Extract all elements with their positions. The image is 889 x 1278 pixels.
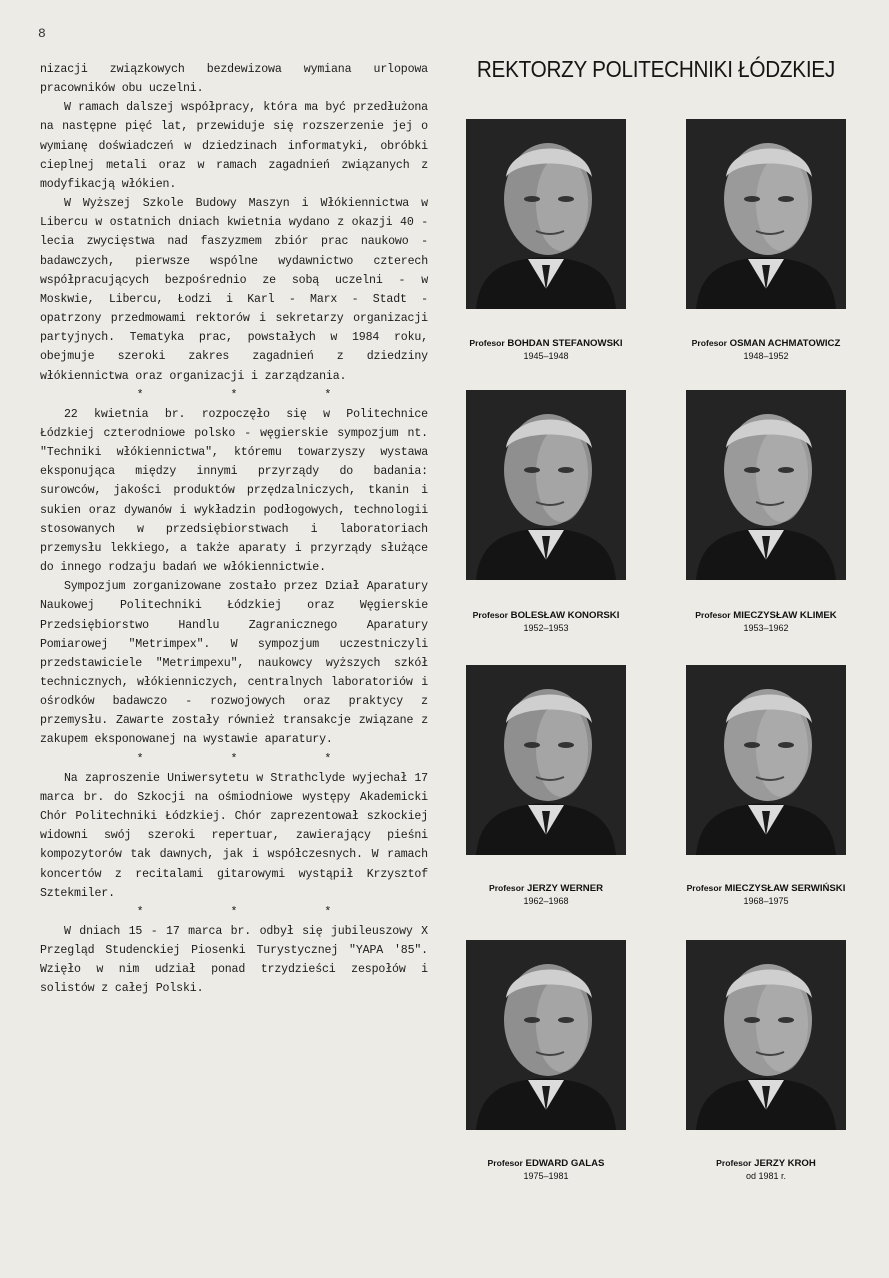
rector-portrait-photo <box>466 390 626 580</box>
rector-years: 1975–1981 <box>523 1171 569 1181</box>
rector-years: od 1981 r. <box>745 1171 787 1181</box>
rector-caption <box>431 337 661 363</box>
rector-name: JERZY WERNER <box>524 883 604 894</box>
rector-caption <box>651 337 881 363</box>
portrait-silhouette-icon <box>466 940 626 1130</box>
rector-title: Profesor <box>488 883 525 893</box>
section-separator: * * * <box>136 388 372 402</box>
rector-years: 1962–1968 <box>523 896 569 906</box>
rectors-heading: REKTORZY POLITECHNIKI ŁÓDZKIEJ <box>476 56 835 82</box>
rector-portrait-photo <box>466 119 626 309</box>
rector-portrait-photo <box>686 390 846 580</box>
rector-title: Profesor <box>695 610 731 620</box>
rector-years: 1948–1952 <box>743 351 789 361</box>
article-paragraph: Sympozjum zorganizowane zostało przez Dział Aparatury Naukowej Politechniki Łódzkiej oraz Węgierskie Przedsiębiorstwo Handlu Zagranicznego Aparatury Pomiarowej "Metrimpex". W sympozjum uczestniczyli przedstawiciele "Metrimpexu", naukowcy wyższych szkół technicznych, włókienniczych, centralnych laboratoriów i ośrodków badawczo - rozwojowych oraz praktycy z przemysłu. Zawarte zostały również transakcje związane z zakupem eksponowanej na wystawie aparatury. <box>40 580 428 747</box>
portrait-silhouette-icon <box>466 665 626 855</box>
rector-portrait-photo <box>686 940 846 1130</box>
section-separator: * * * <box>136 905 372 919</box>
article-column <box>40 60 428 999</box>
article-paragraph: nizacji związkowych bezdewizowa wymiana urlopowa pracowników obu uczelni. <box>40 63 428 96</box>
portrait-silhouette-icon <box>466 119 626 309</box>
rector-caption <box>651 882 881 908</box>
rector-name: MIECZYSŁAW KLIMEK <box>730 610 837 621</box>
rector-name: BOLESŁAW KONORSKI <box>507 610 620 621</box>
rector-portrait-photo <box>686 119 846 309</box>
rector-years: 1953–1962 <box>743 623 789 633</box>
article-paragraph: W Wyższej Szkole Budowy Maszyn i Włókiennictwa w Libercu w ostatnich dniach kwietnia wydano z okazji 40 - lecia zwycięstwa nad faszyzmem zbiór prac naukowo - badawczych, pierwsze wspólne wydawnictwo czterech współpracujących bezpośrednio ze sobą uczelni - w Moskwie, Libercu, Łodzi i Karl - Marx - Stadt - opatrzony przedmowami rektorów i sekretarzy organizacji partyjnych. Tematyka prac, powstałych w 1984 roku, obejmuje szeroki zakres zagadnień z dziedziny włókiennictwa oraz organizacji i zarządzania. <box>40 197 428 383</box>
rector-title: Profesor <box>686 883 722 893</box>
article-paragraph: W ramach dalszej współpracy, która ma być przedłużona na następne pięć lat, przewiduje się rozszerzenie jej o wymianę doświadczeń w dziedzinach informatyki, obróbki cieplnej metali oraz w ramach zagadnień związanych z modyfikacją włókien. <box>40 101 428 191</box>
rector-caption <box>431 882 661 908</box>
rector-caption <box>431 609 661 635</box>
portrait-silhouette-icon <box>686 390 846 580</box>
rector-name: MIECZYSŁAW SERWIŃSKI <box>721 883 846 894</box>
rector-years: 1945–1948 <box>523 351 569 361</box>
portrait-silhouette-icon <box>686 940 846 1130</box>
page-number: 8 <box>38 26 46 41</box>
article-paragraph: Na zaproszenie Uniwersytetu w Strathclyde wyjechał 17 marca br. do Szkocji na ośmiodniowe występy Akademicki Chór Politechniki Łódzkiej. Chór zaprezentował szkockiej widowni swój szeroki repertuar, zawierający pieśni kompozytorów tak dawnych, jak i współczesnych. W ramach koncertów z recitalami gitarowymi wystąpił Krzysztof Sztekmiler. <box>40 771 428 900</box>
section-separator: * * * <box>136 752 372 766</box>
rector-years: 1968–1975 <box>743 896 789 906</box>
rector-caption <box>651 609 881 635</box>
rector-caption <box>651 1157 881 1183</box>
portrait-silhouette-icon <box>466 390 626 580</box>
rector-name: BOHDAN STEFANOWSKI <box>504 338 623 349</box>
rector-years: 1952–1953 <box>523 623 569 633</box>
rector-name: EDWARD GALAS <box>522 1158 605 1169</box>
rector-title: Profesor <box>716 1158 752 1168</box>
rector-caption <box>431 1157 661 1183</box>
rector-portrait-photo <box>466 665 626 855</box>
article-paragraph: 22 kwietnia br. rozpoczęło się w Politechnice Łódzkiej czterodniowe polsko - węgierskie sympozjum nt. "Techniki włókiennictwa", któremu towarzyszy wystawa eksponująca między innymi przyrządy do badania: surowców, jakości produktów przędzalniczych, tkanin i sukien oraz dywanów i wykładzin podłogowych, technologii stosowanych w przedsiębiorstwach i laboratoriach przemysłu lekkiego, a także aparaty i przyrządy służące do innego rodzaju badań we włókiennictwie. <box>40 407 428 575</box>
rector-title: Profesor <box>469 338 505 348</box>
rector-portrait-photo <box>466 940 626 1130</box>
rectors-section <box>448 56 868 83</box>
article-paragraph: W dniach 15 - 17 marca br. odbył się jubileuszowy X Przegląd Studenckiej Piosenki Turystycznej "YAPA '85". Wzięło w nim udział ponad trzydzieści zespołów i solistów z całej Polski. <box>40 924 428 996</box>
rector-title: Profesor <box>487 1158 523 1168</box>
rector-title: Profesor <box>472 610 508 620</box>
portrait-silhouette-icon <box>686 119 846 309</box>
portrait-silhouette-icon <box>686 665 846 855</box>
rector-title: Profesor <box>691 338 727 348</box>
rector-name: JERZY KROH <box>751 1158 816 1169</box>
rector-name: OSMAN ACHMATOWICZ <box>727 338 841 349</box>
rector-portrait-photo <box>686 665 846 855</box>
